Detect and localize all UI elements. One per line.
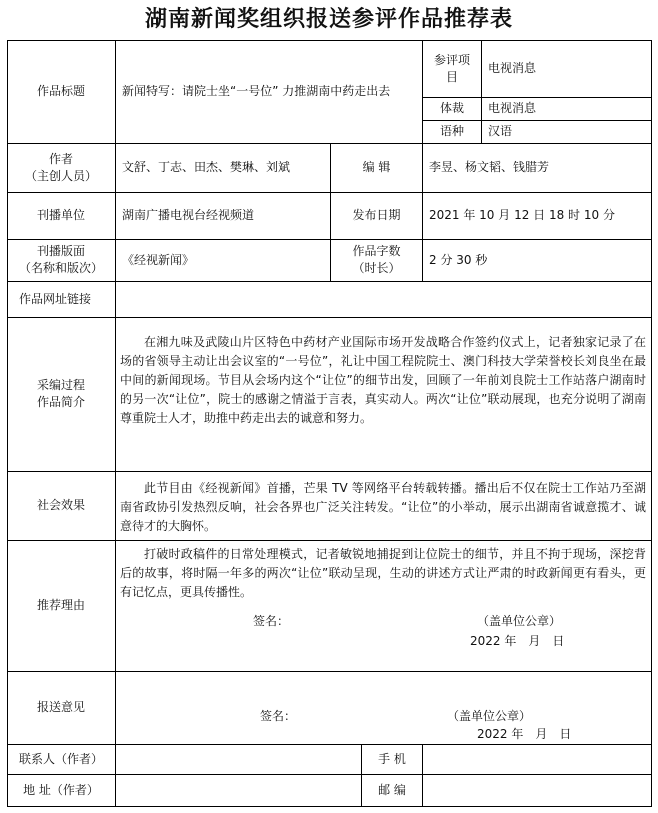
word-count-sub-label: （时长）	[352, 261, 401, 275]
process-sub-label: 作品简介	[36, 395, 85, 409]
publish-date-label: 发布日期	[352, 208, 401, 222]
word-count-value: 2 分 30 秒	[429, 252, 488, 267]
opinion-seal-label: （盖单位公章）	[447, 708, 532, 723]
opinion-sign-label: 签名：	[260, 708, 297, 723]
opinion-date: 2022 年 月 日	[477, 726, 572, 741]
effect-paragraph: 此节目由《经视新闻》首播，芒果 TV 等网络平台转载转播。播出后不仅在院士工作站乃至湖南省政协引发热烈反响，社会各界也广泛关注转发。“让位”的小举动，展示出湖南省诚意揽才、诚意待才的大胸怀。	[120, 481, 646, 533]
reason-seal-label: （盖单位公章）	[477, 613, 562, 628]
edition-label: 刊播版面	[36, 244, 85, 258]
publisher-value: 湖南广播电视台经视频道	[122, 208, 255, 222]
publish-date-value: 2021 年 10 月 12 日 18 时 10 分	[429, 208, 615, 222]
author-label-cell	[7, 143, 115, 192]
author-label: 作者	[48, 151, 73, 166]
publisher-label: 刊播单位	[36, 208, 85, 222]
word-count-label-cell	[331, 239, 422, 281]
author-value: 文舒、丁志、田杰、樊琳、刘斌	[122, 160, 291, 174]
postcode-label: 邮 编	[378, 782, 406, 797]
address-value[interactable]	[116, 774, 361, 806]
reason-date: 2022 年 月 日	[470, 633, 565, 648]
edition-value: 《经视新闻》	[122, 252, 195, 267]
entry-item-label: 参评项目	[433, 52, 470, 84]
reason-paragraph: 打破时政稿件的日常处理模式，记者敏锐地捕捉到让位院士的细节，并且不拘于现场，深挖背后的故事，将时隔一年多的两次“让位”联动呈现，生动的讲述方式让严肃的时政新闻更有看头，更有记忆点，更具传播性。	[120, 547, 646, 599]
contact-label: 联系人（作者）	[18, 751, 103, 766]
url-value[interactable]	[116, 281, 652, 317]
contact-value[interactable]	[116, 744, 361, 774]
author-sub-label: （主创人员）	[24, 168, 97, 183]
genre-value: 电视消息	[488, 101, 537, 115]
language-label: 语种	[439, 124, 464, 138]
work-title-value: 新闻特写：请院士坐“一号位” 力推湖南中药走出去	[122, 84, 391, 98]
opinion-label: 报送意见	[36, 700, 85, 714]
entry-item-value: 电视消息	[488, 61, 537, 75]
reason-label: 推荐理由	[36, 598, 85, 612]
edition-label-cell	[7, 239, 115, 281]
editor-value: 李昱、杨文韬、钱腊芳	[429, 160, 550, 174]
process-paragraph: 在湘九味及武陵山片区特色中药材产业国际市场开发战略合作签约仪式上，记者独家记录了在场的省领导主动让出会议室的“一号位”，礼让中国工程院院士、澳门科技大学荣誉校长刘良坐在最中间的新闻现场。节目从会场内这个“让位”的细节出发，回顾了一年前刘良院士工作站落户湖南时的另一次“让位”，院士的感谢之情溢于言表，真实动人。两次“让位”联动展现，也充分说明了湖南尊重院士人才，助推中药走出去的诚意和努力。	[120, 335, 646, 425]
edition-sub-label: （名称和版次）	[18, 261, 103, 275]
address-label: 地 址（作者）	[23, 782, 99, 797]
phone-label: 手 机	[378, 751, 406, 766]
phone-value[interactable]	[423, 744, 652, 774]
recommendation-form-table	[7, 40, 652, 807]
url-label: 作品网址链接	[19, 291, 92, 306]
language-value: 汉语	[488, 124, 513, 138]
process-label-cell	[7, 317, 115, 471]
editor-label: 编 辑	[362, 160, 391, 174]
reason-sign-label: 签名：	[253, 613, 290, 628]
postcode-value[interactable]	[423, 774, 652, 806]
form-title: 湖南新闻奖组织报送参评作品推荐表	[144, 6, 513, 32]
word-count-label: 作品字数	[352, 244, 401, 258]
work-title-label: 作品标题	[36, 84, 85, 98]
genre-label: 体裁	[439, 101, 464, 115]
process-label: 采编过程	[36, 378, 85, 392]
effect-label: 社会效果	[36, 498, 85, 512]
